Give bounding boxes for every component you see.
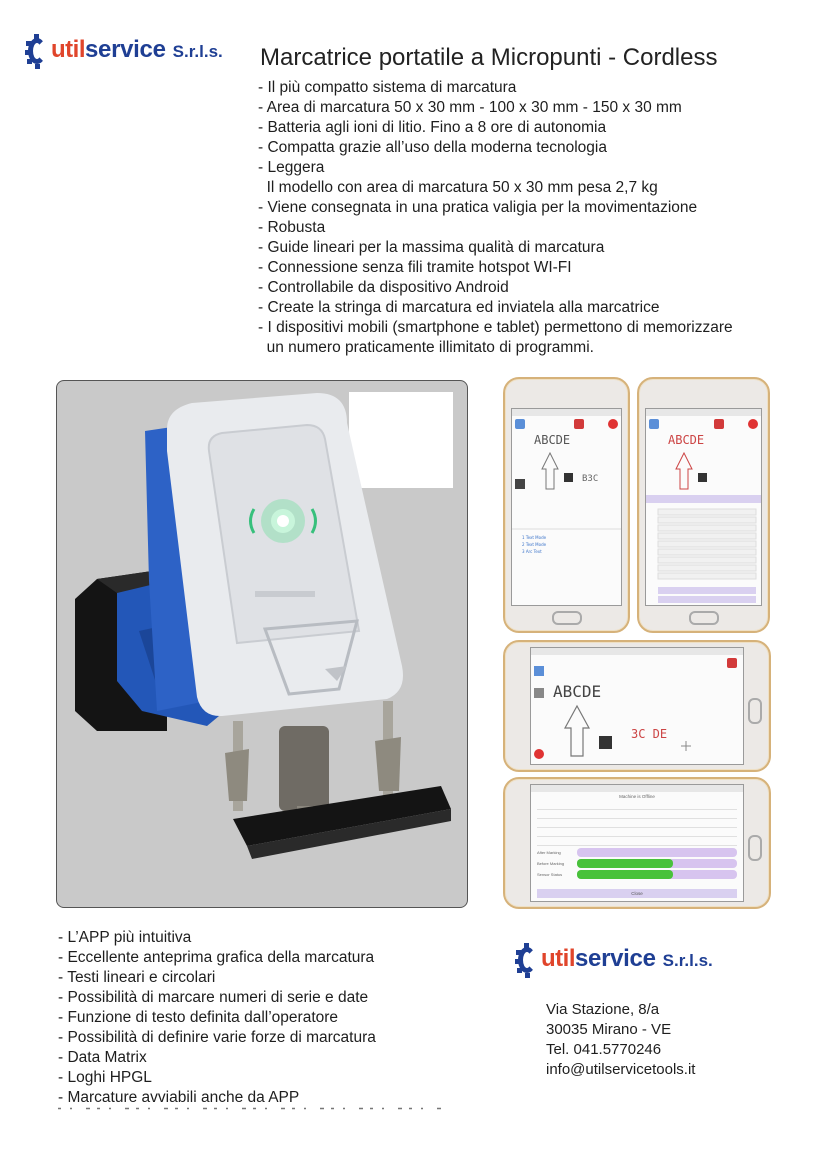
preview-arrow-graphic — [512, 409, 621, 605]
preview-text: ABCDE — [553, 682, 602, 701]
feature-item: - Viene consegnata in una pratica valigia per la movimentazione — [258, 199, 698, 216]
progress-track — [577, 848, 737, 857]
page-title: Marcatrice portatile a Micropunti - Cordless — [260, 44, 718, 71]
app-feature-item: - Testi lineari e circolari — [58, 969, 216, 986]
feature-item: - Robusta — [258, 219, 326, 236]
cropped-text-remnant — [58, 1107, 448, 1110]
progress-fill — [577, 870, 673, 879]
app-feature-item: - Eccellente anteprima grafica della marcatura — [58, 949, 375, 966]
progress-label: Sensor Status — [537, 872, 563, 877]
app-feature-item: - Loghi HPGL — [58, 1069, 152, 1086]
phone-screen — [645, 408, 762, 606]
contact-phone[interactable]: Tel. 041.5770246 — [546, 1041, 662, 1058]
app-feature-item: - Marcature avviabili anche da APP — [58, 1089, 300, 1106]
company-logo — [28, 33, 223, 67]
preview-text: ABCDE — [668, 433, 705, 447]
feature-item: - Controllabile da dispositivo Android — [258, 279, 509, 296]
status-bar — [531, 785, 743, 792]
phone-screenshot-settings — [637, 377, 770, 633]
progress-label: Before Marking — [537, 861, 565, 866]
svg-text:2 Text Mode: 2 Text Mode — [522, 542, 547, 547]
contact-address: Via Stazione, 8/a — [546, 1001, 660, 1018]
home-button — [748, 698, 762, 724]
feature-item: - I dispositivi mobili (smartphone e tablet) permettono di memorizzare — [258, 319, 733, 336]
feature-item: - Leggera — [258, 159, 325, 176]
logo-word-util: util — [541, 945, 575, 972]
contact-city: 30035 Mirano - VE — [546, 1021, 672, 1038]
app-feature-item: - Possibilità di marcare numeri di serie e date — [58, 989, 369, 1006]
close-button[interactable]: Close — [537, 889, 737, 898]
feature-item: - Connessione senza fili tramite hotspot WI-FI — [258, 259, 572, 276]
feature-item: - Guide lineari per la massima qualità di marcatura — [258, 239, 605, 256]
settings-row — [537, 838, 737, 846]
logo-suffix: S.r.l.s. — [172, 42, 223, 61]
feature-item: Il modello con area di marcatura 50 x 30 mm pesa 2,7 kg — [258, 179, 658, 196]
progress-label: After Marking — [537, 850, 561, 855]
app-feature-item: - Possibilità di definire varie forze di marcatura — [58, 1029, 376, 1046]
phone-screen — [511, 408, 622, 606]
feature-item: - Compatta grazie all’uso della moderna tecnologia — [258, 139, 607, 156]
app-feature-item: - L’APP più intuitiva — [58, 929, 192, 946]
progress-row-sensor — [537, 870, 737, 879]
company-logo-bottom — [518, 942, 713, 976]
feature-item: - Create la stringa di marcatura ed inviatela alla marcatrice — [258, 299, 660, 316]
settings-panel-graphic — [646, 409, 761, 605]
phone-screenshot-editor — [503, 377, 630, 633]
progress-fill — [577, 859, 673, 868]
progress-row-before — [537, 859, 737, 868]
svg-text:B3C: B3C — [582, 474, 599, 484]
app-feature-list — [58, 928, 376, 1108]
feature-item: - Batteria agli ioni di litio. Fino a 8 ore di autonomia — [258, 119, 607, 136]
settings-row — [537, 802, 737, 810]
feature-item: - Il più compatto sistema di marcatura — [258, 79, 517, 96]
phone-screen — [530, 784, 744, 902]
logo-word-service: service — [575, 945, 656, 972]
feature-item: un numero praticamente illimitato di programmi. — [258, 339, 594, 356]
logo-word-util: util — [51, 36, 85, 63]
home-button — [748, 835, 762, 861]
settings-row — [537, 829, 737, 837]
marking-machine-illustration — [57, 381, 467, 907]
phone-screen — [530, 647, 744, 765]
home-button — [552, 611, 582, 625]
svg-text:3C DE: 3C DE — [631, 727, 668, 741]
progress-row-after — [537, 848, 737, 857]
phone-screenshot-marking-status — [503, 777, 771, 909]
landscape-preview-graphic — [531, 648, 743, 764]
contact-block — [546, 1000, 695, 1080]
gear-icon — [518, 942, 540, 976]
feature-list — [258, 78, 733, 358]
logo-word-service: service — [85, 36, 166, 63]
settings-row — [537, 820, 737, 828]
svg-text:3 Arc Text: 3 Arc Text — [522, 549, 542, 554]
machine-status-title: Machine is Offline — [619, 794, 655, 799]
app-feature-item: - Funzione di testo definita dall’operatore — [58, 1009, 339, 1026]
svg-text:1 Text Mode: 1 Text Mode — [522, 535, 547, 540]
settings-row — [537, 811, 737, 819]
app-feature-item: - Data Matrix — [58, 1049, 147, 1066]
contact-email[interactable]: info@utilservicetools.it — [546, 1061, 696, 1078]
product-photo — [56, 380, 468, 908]
logo-suffix: S.r.l.s. — [662, 951, 713, 970]
preview-text: ABCDE — [534, 433, 571, 447]
feature-item: - Area di marcatura 50 x 30 mm - 100 x 30 mm - 150 x 30 mm — [258, 99, 682, 116]
home-button — [689, 611, 719, 625]
phone-screenshot-landscape-editor — [503, 640, 771, 772]
gear-icon — [28, 33, 50, 67]
